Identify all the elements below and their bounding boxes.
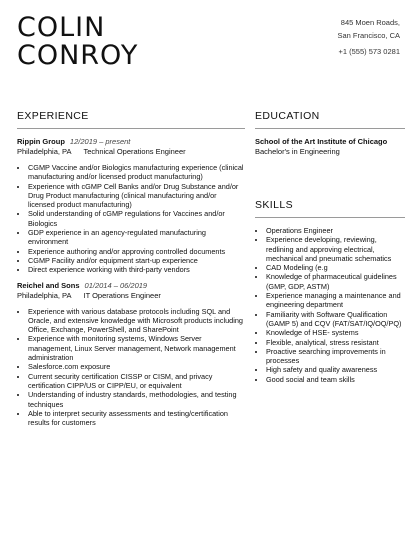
job-subheader (17, 291, 245, 301)
contact-info (337, 16, 400, 58)
job-bullet: • CGMP Facility and/or equipment start-up experience (28, 256, 245, 265)
skill-item: • Familiarity with Software Qualification (GAMP 5) and CQV (FAT/SAT/IQ/OQ/PQ) (266, 310, 405, 329)
job-bullet: • Direct experience working with third-party vendors (28, 265, 245, 274)
job-bullet: • Current security certification CISSP or CISM, and privacy certification CIPP/US or CIPP/EU, or equivalent (28, 372, 245, 391)
skill-item: • CAD Modeling (e.g (266, 263, 405, 272)
education-title: EDUCATION (255, 110, 320, 122)
job-bullet: • Experience authoring and/or approving controlled documents (28, 247, 245, 256)
address-line-2: San Francisco, CA (337, 31, 400, 40)
job-bullet: • Able to interpret security assessments and testing/certification results for customers (28, 409, 245, 428)
candidate-name (17, 14, 138, 70)
job-location: Philadelphia, PA (17, 290, 72, 300)
job-company: Reichel and Sons (17, 280, 80, 290)
job-company: Rippin Group (17, 137, 65, 146)
experience-title: EXPERIENCE (17, 110, 89, 122)
experience-section (17, 110, 245, 433)
skill-item: • Knowledge of pharmaceutical guidelines (GMP, GDP, ASTM) (266, 272, 405, 291)
job-location: Philadelphia, PA (17, 147, 72, 156)
skills-list (255, 226, 405, 384)
skill-item: • Flexible, analytical, stress resistant (266, 338, 405, 347)
job-bullet: • CGMP Vaccine and/or Biologics manufacturing experience (clinical manufacturing and/or licensed product manufacturing) (28, 163, 245, 182)
skills-divider (255, 217, 405, 218)
job-bullet: • Experience with monitoring systems, Windows Server management, Linux Server management, Network management administration (28, 334, 245, 362)
address-line-1: 845 Moen Roads, (340, 18, 400, 27)
job-bullet: • GDP experience in an agency-regulated manufacturing environment (28, 228, 245, 247)
skill-item: • Experience managing a maintenance and engineering department (266, 291, 405, 310)
right-column (255, 110, 405, 384)
job-bullets (17, 307, 245, 428)
job-bullet: • Experience with various database protocols including SQL and Oracle, and extensive knowledge with Microsoft products including Office, Exchange, PowerShell, and SharePoint (28, 307, 245, 335)
job-header (17, 281, 245, 291)
skill-item: • Knowledge of HSE- systems (266, 328, 405, 337)
last-name: CONROY (17, 40, 139, 71)
job-bullet: • Solid understanding of cGMP regulations for Vaccines and/or Biologics (28, 209, 245, 228)
job-dates: 12/2019 – present (69, 137, 131, 146)
job-bullet: • Experience with cGMP Cell Banks and/or Drug Substance and/or Drug Product manufacturing (clinical manufacturing and/or licensed product manufacturing) (28, 182, 245, 210)
job-role: Technical Operations Engineer (83, 147, 186, 156)
phone-number: +1 (555) 573 0281 (338, 47, 400, 56)
job-entry (17, 137, 245, 275)
job-entry (17, 281, 245, 428)
skill-item: • High safety and quality awareness (266, 365, 405, 374)
job-subheader (17, 147, 245, 157)
job-bullet: • Salesforce.com exposure (28, 362, 245, 371)
skill-item: • Proactive searching improvements in processes (266, 347, 405, 366)
skills-title: SKILLS (255, 199, 294, 211)
education-school: School of the Art Institute of Chicago (255, 137, 388, 146)
job-dates: 01/2014 – 06/2019 (84, 280, 148, 290)
job-role: IT Operations Engineer (83, 290, 161, 300)
experience-divider (17, 128, 245, 129)
education-section (255, 110, 405, 157)
job-bullet: • Understanding of industry standards, methodologies, and testing techniques (28, 390, 245, 409)
skill-item: • Good social and team skills (266, 375, 405, 384)
skill-item: • Experience developing, reviewing, redlining and approving electrical, mechanical and pneumatic schematics (266, 235, 405, 263)
education-divider (255, 128, 405, 129)
education-degree: Bachelor's in Engineering (255, 147, 340, 156)
skills-section (255, 199, 405, 384)
job-header (17, 137, 245, 147)
first-name: COLIN (17, 12, 106, 43)
job-bullets (17, 163, 245, 275)
skill-item: • Operations Engineer (266, 226, 405, 235)
